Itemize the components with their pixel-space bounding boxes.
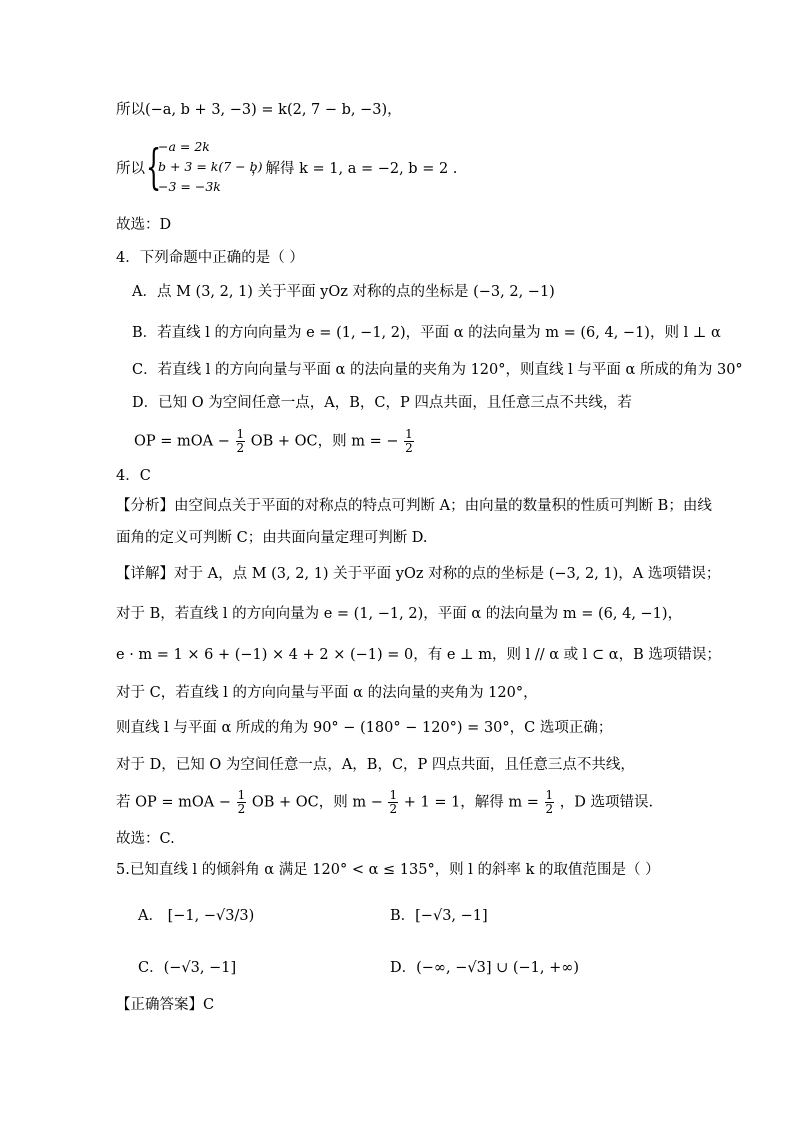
fraction-denominator: 2: [237, 802, 246, 816]
fraction-numerator: 1: [545, 788, 554, 802]
detail-line-1: 【详解】对于 A，点 M (3, 2, 1) 关于平面 yOz 对称的点的坐标是 (−3, 2, 1)，A 选项错误；: [116, 566, 721, 582]
fraction-denominator: 2: [389, 802, 398, 816]
q4d-vector-eq: OP = mOA −: [134, 433, 230, 450]
fraction-numerator: 1: [389, 788, 398, 802]
detail-line-2: 对于 B，若直线 l 的方向向量为 e = (1, −1, 2)，平面 α 的法向量为 m = (6, 4, −1)，: [116, 606, 683, 622]
brace-symbol: {: [146, 139, 162, 195]
system-label: 所以: [116, 161, 145, 177]
fraction-denominator: 2: [545, 802, 554, 816]
line-so1: 所以(−a, b + 3, −3) = k(2, 7 − b, −3)，: [116, 102, 402, 118]
detail-line-7: [116, 789, 653, 816]
detail-line-3: e · m = 1 × 6 + (−1) × 4 + 2 × (−1) = 0，有 e ⊥ m，则 l // α 或 l ⊂ α，B 选项错误；: [116, 647, 721, 663]
question-4-option-d-line1: D．已知 O 为空间任意一点，A，B，C，P 四点共面，且任意三点不共线，若: [132, 395, 632, 411]
fraction-half-result: [404, 428, 414, 455]
question-5-option-a: [138, 906, 254, 926]
question-4-option-b: B．若直线 l 的方向向量为 e = (1, −1, 2)，平面 α 的法向量为 m = (6, 4, −1)，则 l ⊥ α: [132, 325, 721, 341]
question-4-option-c: C．若直线 l 的方向向量与平面 α 的法向量的夹角为 120°，则直线 l 与平面 α 所成的角为 30°: [132, 362, 743, 378]
detail-line-4: 对于 C，若直线 l 的方向向量与平面 α 的法向量的夹角为 120°，: [116, 685, 538, 701]
q4d-vector-eq-tail: OB + OC，则 m = −: [250, 433, 399, 450]
detail-line-5: 则直线 l 与平面 α 所成的角为 90° − (180° − 120°) = 30°，C 选项正确；: [116, 720, 613, 736]
fraction-half: [388, 789, 398, 816]
question-5-option-b: B．[−√3, −1]: [390, 908, 488, 924]
answer-c: 故选：C.: [116, 831, 175, 847]
analysis-line-2: 面角的定义可判断 C；由共面向量定理可判断 D.: [116, 530, 428, 546]
question-4-option-a: A．点 M (3, 2, 1) 关于平面 yOz 对称的点的坐标是 (−3, 2, −1): [132, 284, 555, 300]
system-eq-2: b + 3 = k(7 − b): [158, 159, 263, 174]
question-4: 4．下列命题中正确的是（ ）: [116, 250, 304, 266]
fraction-numerator: 1: [405, 427, 413, 441]
answer-d: 故选：D: [116, 217, 172, 233]
equation-system: [116, 137, 458, 197]
xj7-end: ，D 选项错误.: [559, 794, 654, 811]
detail-line-6: 对于 D，已知 O 为空间任意一点，A，B，C，P 四点共面，且任意三点不共线，: [116, 757, 635, 773]
question-5-option-d: D．(−∞, −√3] ∪ (−1, +∞): [390, 960, 580, 976]
fraction-numerator: 1: [236, 427, 245, 441]
q5a-label: A．: [138, 908, 163, 924]
system-eq-1: −a = 2k: [158, 139, 210, 154]
system-tail: ，解得 k = 1, a = −2, b = 2 .: [251, 161, 458, 177]
analysis-line-1: 【分析】由空间点关于平面的对称点的特点可判断 A；由向量的数量积的性质可判断 B；由线: [116, 498, 712, 514]
fraction-half: [237, 789, 247, 816]
fraction-denominator: 2: [405, 441, 413, 455]
fraction-half: [545, 789, 555, 816]
fraction-half: [236, 428, 246, 455]
xj7-vector-eq: 若 OP = mOA −: [116, 794, 231, 811]
xj7-vector-eq-mid: OB + OC，则 m −: [251, 794, 383, 811]
answer-4: 4．C: [116, 468, 151, 484]
question-5-option-c: C．(−√3, −1]: [138, 960, 237, 976]
xj7-solve: + 1 = 1，解得 m =: [403, 794, 539, 811]
system-equations: [158, 137, 263, 197]
question-5: 5.已知直线 l 的倾斜角 α 满足 120° < α ≤ 135°，则 l 的斜率 k 的取值范围是（ ）: [116, 862, 660, 878]
question-4-option-d-line2: [134, 428, 415, 455]
correct-answer: 【正确答案】C: [116, 997, 215, 1013]
system-eq-3: −3 = −3k: [158, 179, 221, 194]
fraction-numerator: 1: [237, 788, 246, 802]
fraction-denominator: 2: [236, 441, 245, 455]
q5a-content: [−1, −√3/3): [167, 908, 255, 924]
